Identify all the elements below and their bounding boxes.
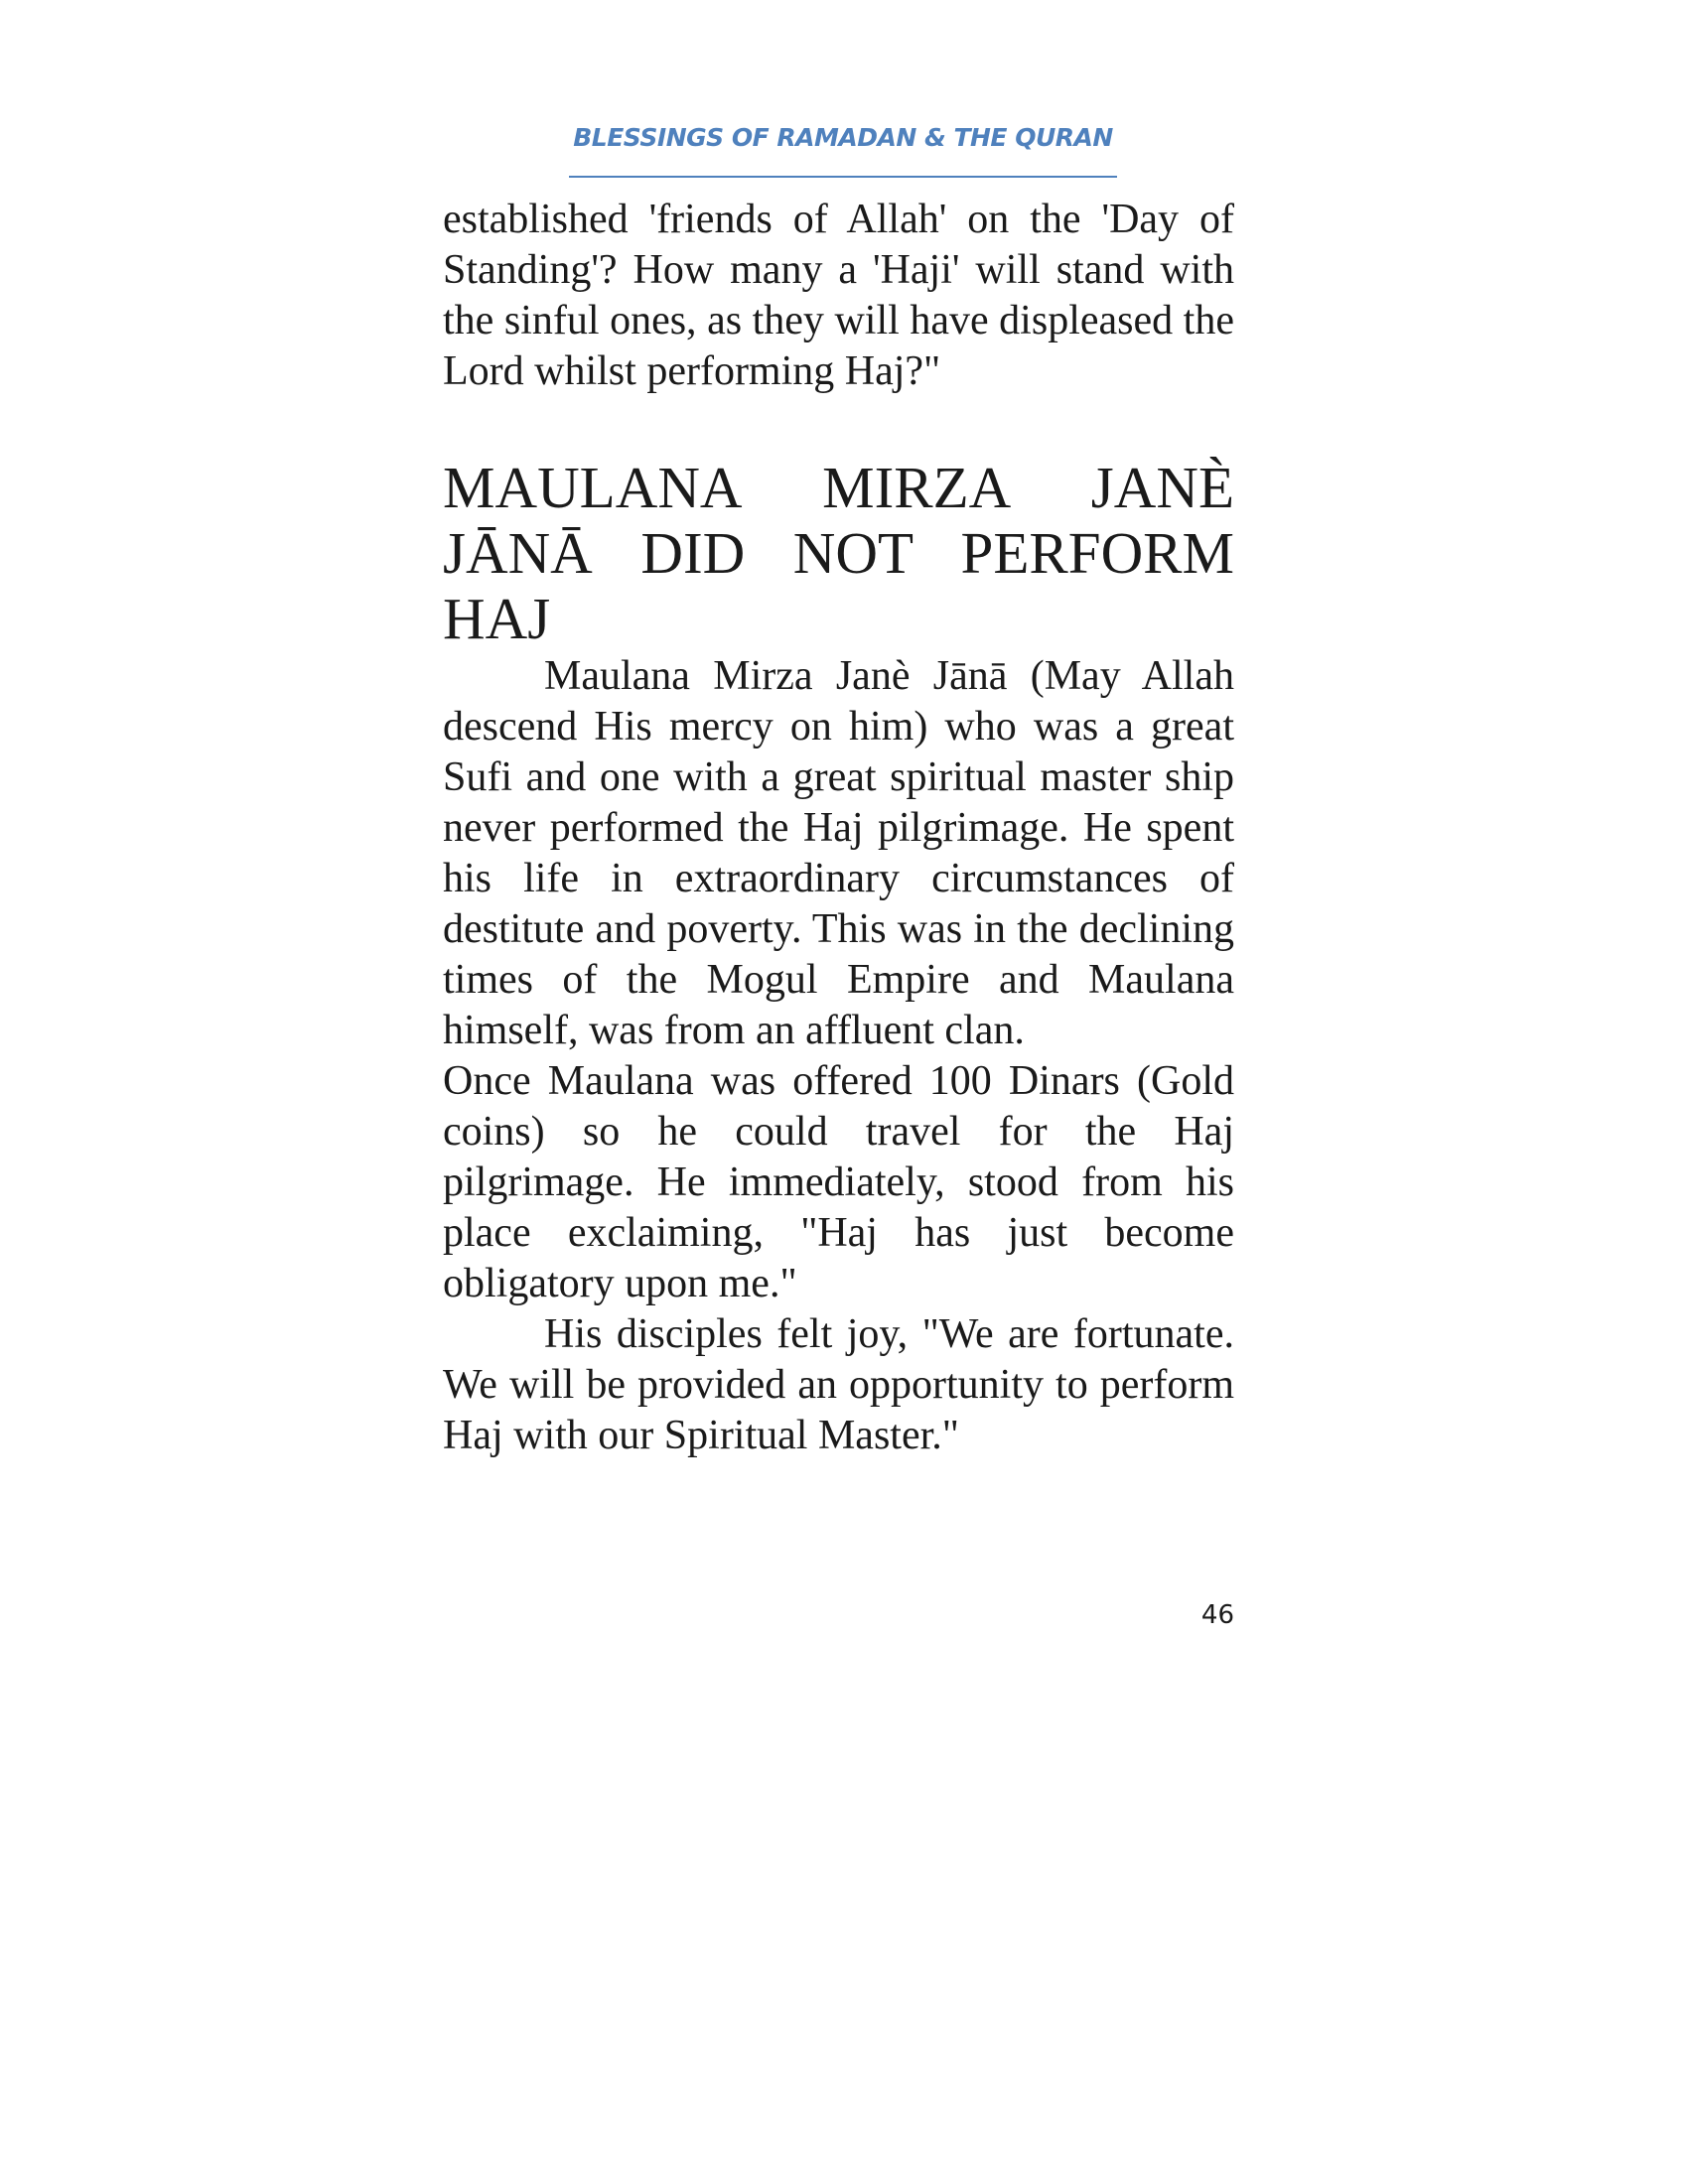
body-paragraph: Once Maulana was offered 100 Dinars (Gold coins) so he could travel for the Haj pilgrimage. He immediately, stood from his place exclaiming, "Haj has just become obligatory upon me.": [443, 1058, 1234, 1306]
page-content: [443, 195, 1234, 1461]
header-rule: [569, 176, 1117, 178]
continued-paragraph: established 'friends of Allah' on the 'Day of Standing'? How many a 'Haji' will stand with the sinful ones, as they will have displeased the Lord whilst performing Haj?": [443, 197, 1234, 394]
running-header: BLESSINGS OF RAMADAN & THE QURAN: [573, 123, 1113, 152]
page-number: 46: [1200, 1600, 1234, 1630]
body-paragraph: Maulana Mirza Janè Jānā (May Allah descend His mercy on him) who was a great Sufi and one with a great spiritual master ship never performed the Haj pilgrimage. He spent his life in extraordinary circumstances of destitute and poverty. This was in the declining times of the Mogul Empire and Maulana himself, was from an affluent clan.: [443, 653, 1234, 1053]
section-heading: MAULANA MIRZA JANÈ JĀNĀ DID NOT PERFORM HAJ: [443, 455, 1234, 651]
body-paragraph: His disciples felt joy, "We are fortunate. We will be provided an opportunity to perform Haj with our Spiritual Master.": [443, 1311, 1234, 1458]
